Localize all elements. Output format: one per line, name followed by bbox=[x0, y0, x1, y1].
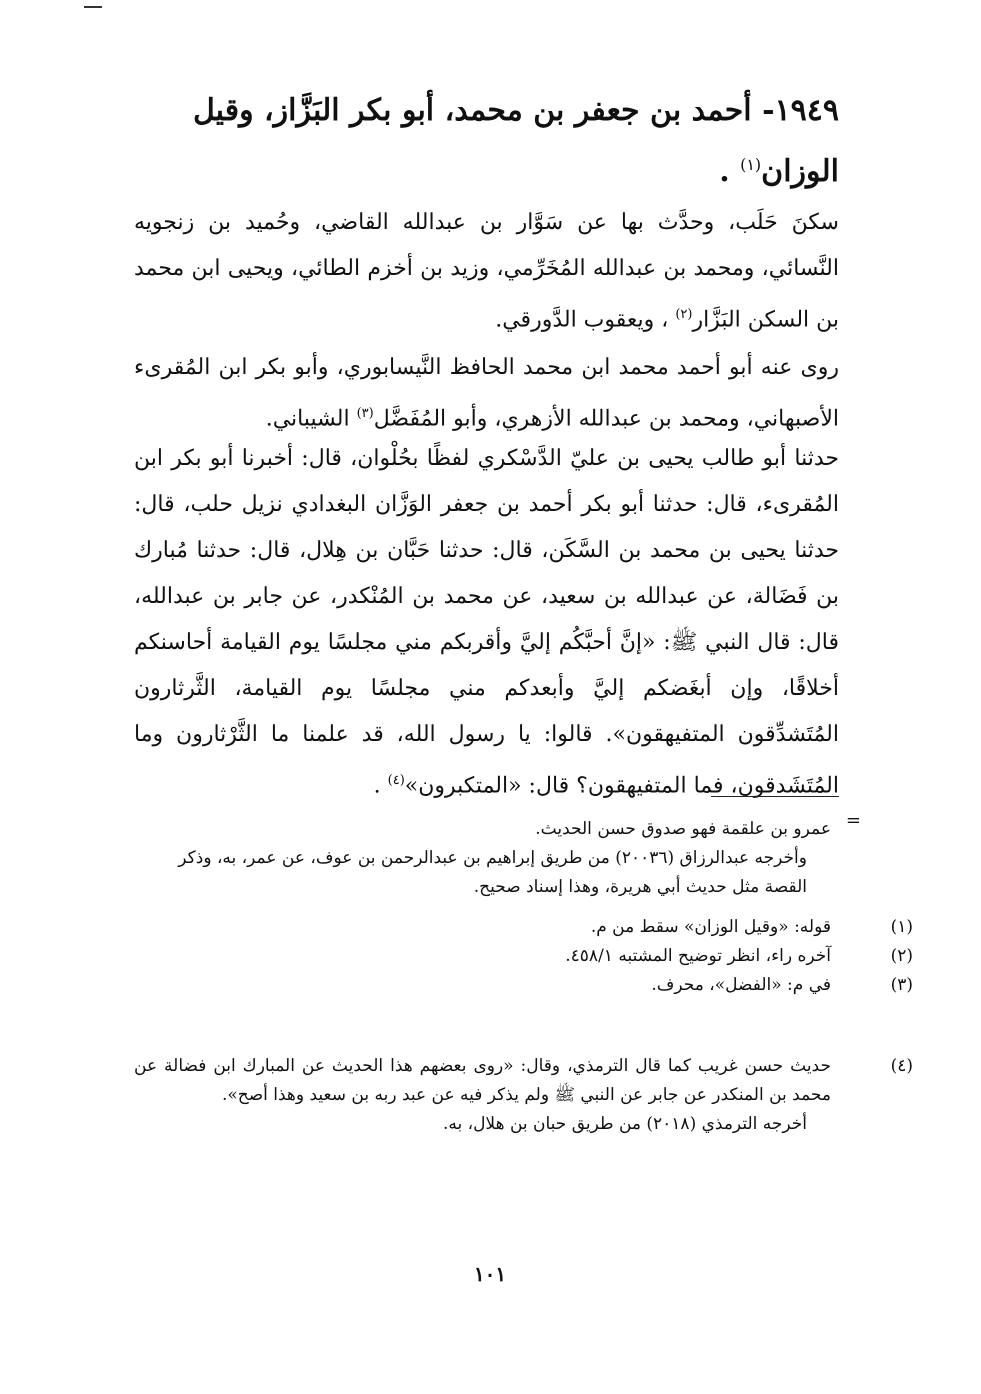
scan-mark bbox=[84, 6, 102, 8]
footnote-separator bbox=[711, 796, 839, 797]
footnote-text: في م: «الفضل»، محرف. bbox=[651, 975, 831, 995]
footnote-4-text-2: أخرجه الترمذي (٢٠١٨) من طريق حبان بن هلال، به. bbox=[442, 1114, 807, 1134]
paragraph-3-end: . bbox=[373, 773, 388, 799]
footnote-ref-4[interactable]: (٤) bbox=[387, 773, 405, 788]
footnote-list-2 bbox=[134, 1052, 913, 1139]
footnote-text: آخره راء، انظر توضيح المشتبه ٤٥٨/١. bbox=[565, 946, 831, 966]
footnote-text: قوله: «وقيل الوزان» سقط من م. bbox=[590, 917, 831, 937]
footnote-item bbox=[134, 971, 913, 1000]
footnote-number: (٣) bbox=[890, 975, 913, 995]
footnote-list bbox=[134, 913, 913, 1000]
footnote-item bbox=[134, 1052, 913, 1139]
footnote-continuation-mark: = bbox=[845, 810, 861, 831]
paragraph-hadith bbox=[134, 436, 839, 809]
footnote-number: (٤) bbox=[890, 1056, 913, 1076]
page-number: ١٠١ bbox=[473, 1262, 507, 1286]
paragraph-narrators bbox=[134, 345, 839, 442]
paragraph-1-text: سكنَ حَلَب، وحدَّث بها عن سَوَّار بن عبدالله القاضي، وحُميد بن زنجويه النَّسائي، ومحمد بن عبدالله المُخَرِّمي، وزيد بن أخزم الطائي، ويحيى ابن محمد بن السكن البَزَّار bbox=[134, 210, 839, 333]
footnote-number: (٢) bbox=[890, 946, 913, 966]
footnote-continued-line1: عمرو بن علقمة فهو صدوق حسن الحديث. bbox=[535, 819, 831, 839]
footnote-ref-1[interactable]: (١) bbox=[740, 155, 762, 174]
footnote-continued-line2: وأخرجه عبدالرزاق (٢٠٠٣٦) من طريق إبراهيم بن عبدالرحمن بن عوف، عن عمر، به، وذكر القصة مثل حديث أبي هريرة، وهذا إسناد صحيح. bbox=[178, 848, 807, 897]
footnote-ref-2[interactable]: (٢) bbox=[675, 307, 693, 322]
paragraph-residence bbox=[134, 200, 839, 343]
entry-heading bbox=[134, 84, 839, 199]
footnote-4-text: حديث حسن غريب كما قال الترمذي، وقال: «روى بعضهم هذا الحديث عن المبارك ابن فضالة عن محمد بن المنكدر عن جابر عن النبي ﷺ ولم يذكر فيه عن عبد ربه بن سعيد وهذا أصح». bbox=[134, 1056, 831, 1105]
paragraph-2-end: الشيباني. bbox=[265, 406, 357, 432]
footnote-ref-3[interactable]: (٣) bbox=[356, 406, 374, 421]
footnote-text bbox=[134, 1052, 831, 1139]
entry-heading-line1: ١٩٤٩- أحمد بن جعفر بن محمد، أبو بكر البَزَّاز، وقيل bbox=[192, 93, 839, 128]
entry-heading-end: . bbox=[719, 154, 741, 189]
paragraph-2-text: روى عنه أبو أحمد محمد ابن محمد الحافظ النَّيسابوري، وأبو بكر ابن المُقرىء الأصبهاني، ومحمد بن عبدالله الأزهري، وأبو المُفَضَّل bbox=[134, 355, 839, 432]
footnote-item bbox=[134, 913, 913, 942]
footnote-item bbox=[134, 942, 913, 971]
entry-heading-line2: الوزان bbox=[761, 154, 839, 189]
paragraph-1-end: ، ويعقوب الدَّورقي. bbox=[495, 307, 676, 333]
paragraph-3-text: حدثنا أبو طالب يحيى بن عليّ الدَّسْكري لفظًا بحُلْوان، قال: أخبرنا أبو بكر ابن المُقرىء، قال: حدثنا أبو بكر أحمد بن جعفر الوَزَّان البغدادي نزيل حلب، قال: حدثنا يحيى بن محمد بن السَّكَن، قال: حدثنا حَبَّان بن هِلال، قال: حدثنا مُبارك بن فَضَالة، عن عبدالله بن سعيد، عن محمد بن المُنْكدر، عن جابر بن عبدالله، قال: قال النبي ﷺ: «إنَّ أحبَّكُم إليَّ وأقربكم مني مجلسًا يوم القيامة أحاسنكم أخلاقًا، وإن أبغَضكم إليَّ وأبعدكم مني مجلسًا يوم القيامة، الثَّرثارون المُتَشدِّقون المتفيهقون». قالوا: يا رسول الله، قد علمنا ما الثَّرْثارون وما المُتَشَدقون، فما المتفيهقون؟ قال: «المتكبرون» bbox=[134, 446, 839, 799]
footnote-number: (١) bbox=[890, 917, 913, 937]
footnote-continued bbox=[134, 815, 831, 902]
